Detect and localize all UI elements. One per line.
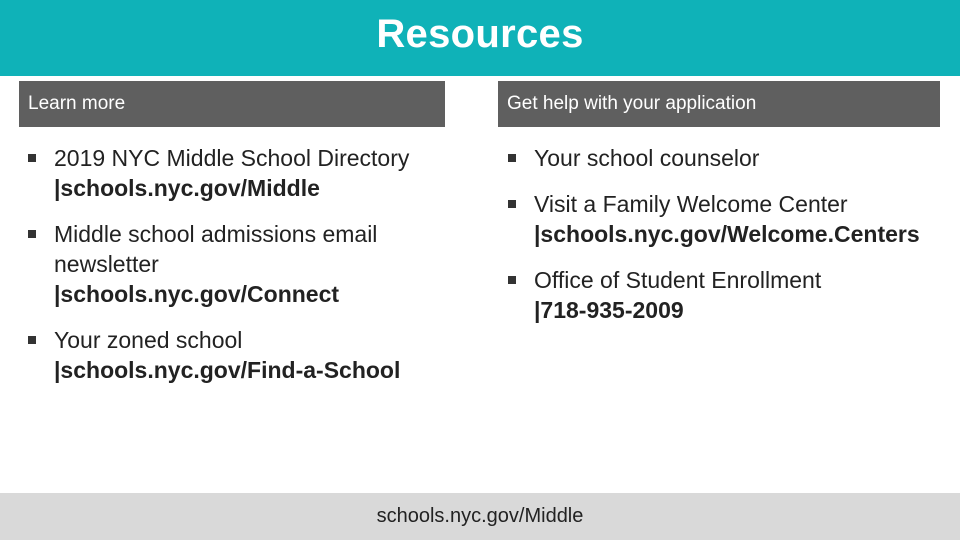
zoned-school-link[interactable]: |schools.nyc.gov/Find-a-School	[54, 357, 401, 383]
square-bullet-icon	[508, 200, 516, 208]
list-item-newsletter	[28, 219, 448, 309]
get-help-heading: Get help with your application	[498, 81, 940, 127]
list-item-welcome-center	[508, 189, 948, 249]
get-help-list	[508, 143, 948, 325]
directory-text: 2019 NYC Middle School Directory	[54, 145, 410, 171]
square-bullet-icon	[508, 154, 516, 162]
footer-bar	[0, 493, 960, 540]
list-item-counselor	[508, 143, 948, 173]
newsletter-link[interactable]: |schools.nyc.gov/Connect	[54, 281, 340, 307]
page-title: Resources	[376, 12, 584, 56]
list-item-enrollment	[508, 265, 948, 325]
welcome-center-link[interactable]: |schools.nyc.gov/Welcome.Centers	[534, 221, 920, 247]
list-item-zoned-school	[28, 325, 448, 385]
square-bullet-icon	[28, 336, 36, 344]
list-item-directory	[28, 143, 448, 203]
enrollment-text: Office of Student Enrollment	[534, 267, 822, 293]
title-banner	[0, 0, 960, 76]
learn-more-heading: Learn more	[19, 81, 445, 127]
square-bullet-icon	[28, 154, 36, 162]
enrollment-phone[interactable]: |718-935-2009	[534, 297, 684, 323]
directory-link[interactable]: |schools.nyc.gov/Middle	[54, 175, 320, 201]
footer-url[interactable]: schools.nyc.gov/Middle	[376, 505, 584, 527]
newsletter-text: Middle school admissions email	[54, 221, 378, 247]
counselor-text: Your school counselor	[534, 145, 760, 171]
welcome-center-text: Visit a Family Welcome Center	[534, 191, 848, 217]
square-bullet-icon	[28, 230, 36, 238]
newsletter-text-cont: newsletter	[54, 251, 159, 277]
learn-more-list	[28, 143, 448, 385]
square-bullet-icon	[508, 276, 516, 284]
zoned-school-text: Your zoned school	[54, 327, 243, 353]
